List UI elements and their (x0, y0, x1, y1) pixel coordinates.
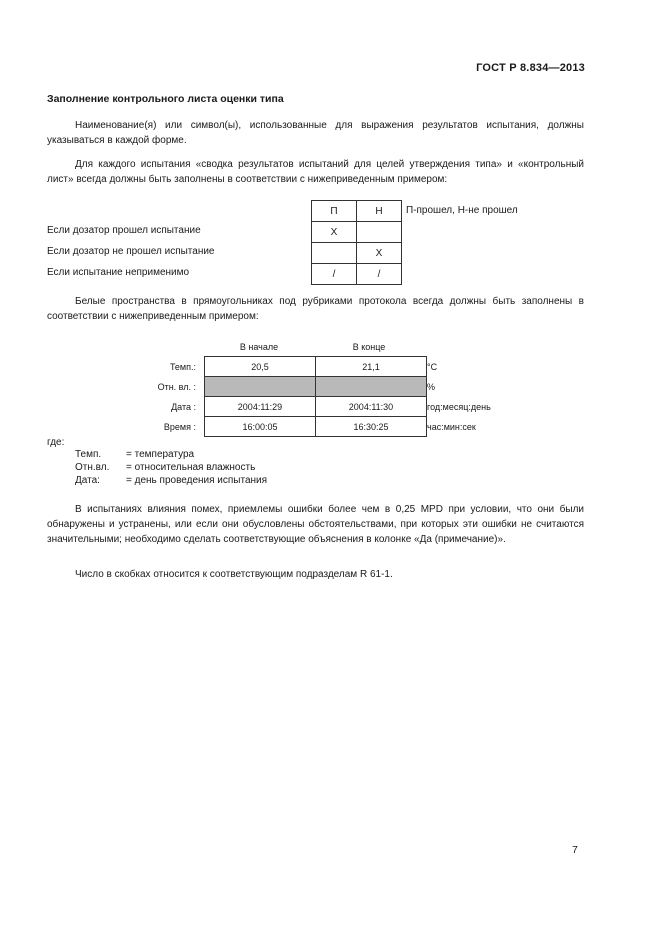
record-unit: час:мин:сек (427, 422, 476, 432)
fail-column-header: Н (357, 201, 402, 222)
record-row (205, 417, 427, 437)
record-row-label: Время : (163, 422, 196, 432)
pass-fail-row (312, 264, 402, 285)
legend-item (75, 462, 255, 473)
start-value-cell (205, 377, 316, 397)
legend-item (75, 449, 194, 460)
paragraph-3-text: Белые пространства в прямоугольниках под рубриками протокола всегда должны быть заполнены в соответствии с нижеприведенным примером: (47, 296, 584, 322)
pass-column-header: П (312, 201, 357, 222)
start-value-cell: 2004:11:29 (205, 397, 316, 417)
legend-desc: = день проведения испытания (126, 475, 268, 486)
document-code: ГОСТ Р 8.834—2013 (476, 62, 585, 74)
paragraph-4 (47, 502, 584, 547)
legend-item (75, 475, 267, 486)
legend-abbr: Отн.вл. (75, 462, 110, 473)
record-row-label: Темп.: (169, 362, 196, 372)
legend-desc: = относительная влажность (126, 462, 256, 473)
records-table (204, 356, 427, 437)
paragraph-5 (47, 567, 584, 582)
paragraph-3 (47, 294, 584, 324)
pass-fail-row (312, 243, 402, 264)
start-value-cell: 20,5 (205, 357, 316, 377)
start-column-header: В начале (239, 342, 279, 352)
pass-fail-row-label: Если испытание неприменимо (47, 267, 190, 278)
record-unit: % (427, 382, 436, 392)
record-row (205, 357, 427, 377)
pass-cell: / (312, 264, 357, 285)
paragraph-2 (47, 157, 584, 187)
paragraph-2-text: Для каждого испытания «сводка результатов испытаний для целей утверждения типа» и «контрольный лист» всегда должны быть заполнены в соответствии с нижеприведенным примером: (47, 159, 584, 185)
fail-cell: / (357, 264, 402, 285)
record-unit: °C (427, 362, 438, 372)
pass-cell (312, 243, 357, 264)
end-value-cell: 16:30:25 (316, 417, 427, 437)
record-row-label: Дата : (171, 402, 196, 412)
pass-fail-row-label: Если дозатор не прошел испытание (47, 246, 215, 257)
pass-fail-legend: П-прошел, Н-не прошел (406, 205, 518, 216)
paragraph-1 (47, 118, 584, 148)
paragraph-5-text: Число в скобках относится к соответствующим подразделам R 61-1. (75, 569, 393, 580)
end-column-header: В конце (352, 342, 386, 352)
where-label: где: (47, 437, 65, 448)
section-title: Заполнение контрольного листа оценки типа (47, 93, 284, 105)
record-unit: год:месяц:день (427, 402, 491, 412)
legend-desc: = температура (126, 449, 195, 460)
pass-fail-row-label: Если дозатор прошел испытание (47, 225, 201, 236)
paragraph-1-text: Наименование(я) или символ(ы), использованные для выражения результатов испытания, должны указываться в каждой форме. (47, 120, 584, 146)
page-number: 7 (572, 844, 578, 856)
start-value-cell: 16:00:05 (205, 417, 316, 437)
fail-cell (357, 222, 402, 243)
pass-fail-table (311, 200, 402, 285)
paragraph-4-text: В испытаниях влияния помех, приемлемы ошибки более чем в 0,25 MPD при условии, что они были обнаружены и устранены, или если они обусловлены обстоятельствами, при которых эти ошибки не считаются значительными; необходимо сделать соответствующие объяснения в колонке «Да (примечание)». (47, 504, 584, 545)
record-row (205, 377, 427, 397)
record-row (205, 397, 427, 417)
record-row-label: Отн. вл. : (157, 382, 196, 392)
pass-cell: X (312, 222, 357, 243)
legend-abbr: Темп. (75, 449, 102, 460)
end-value-cell: 2004:11:30 (316, 397, 427, 417)
legend-abbr: Дата: (75, 475, 100, 486)
fail-cell: X (357, 243, 402, 264)
end-value-cell: 21,1 (316, 357, 427, 377)
end-value-cell (316, 377, 427, 397)
pass-fail-row (312, 222, 402, 243)
pass-fail-header-row (312, 201, 402, 222)
